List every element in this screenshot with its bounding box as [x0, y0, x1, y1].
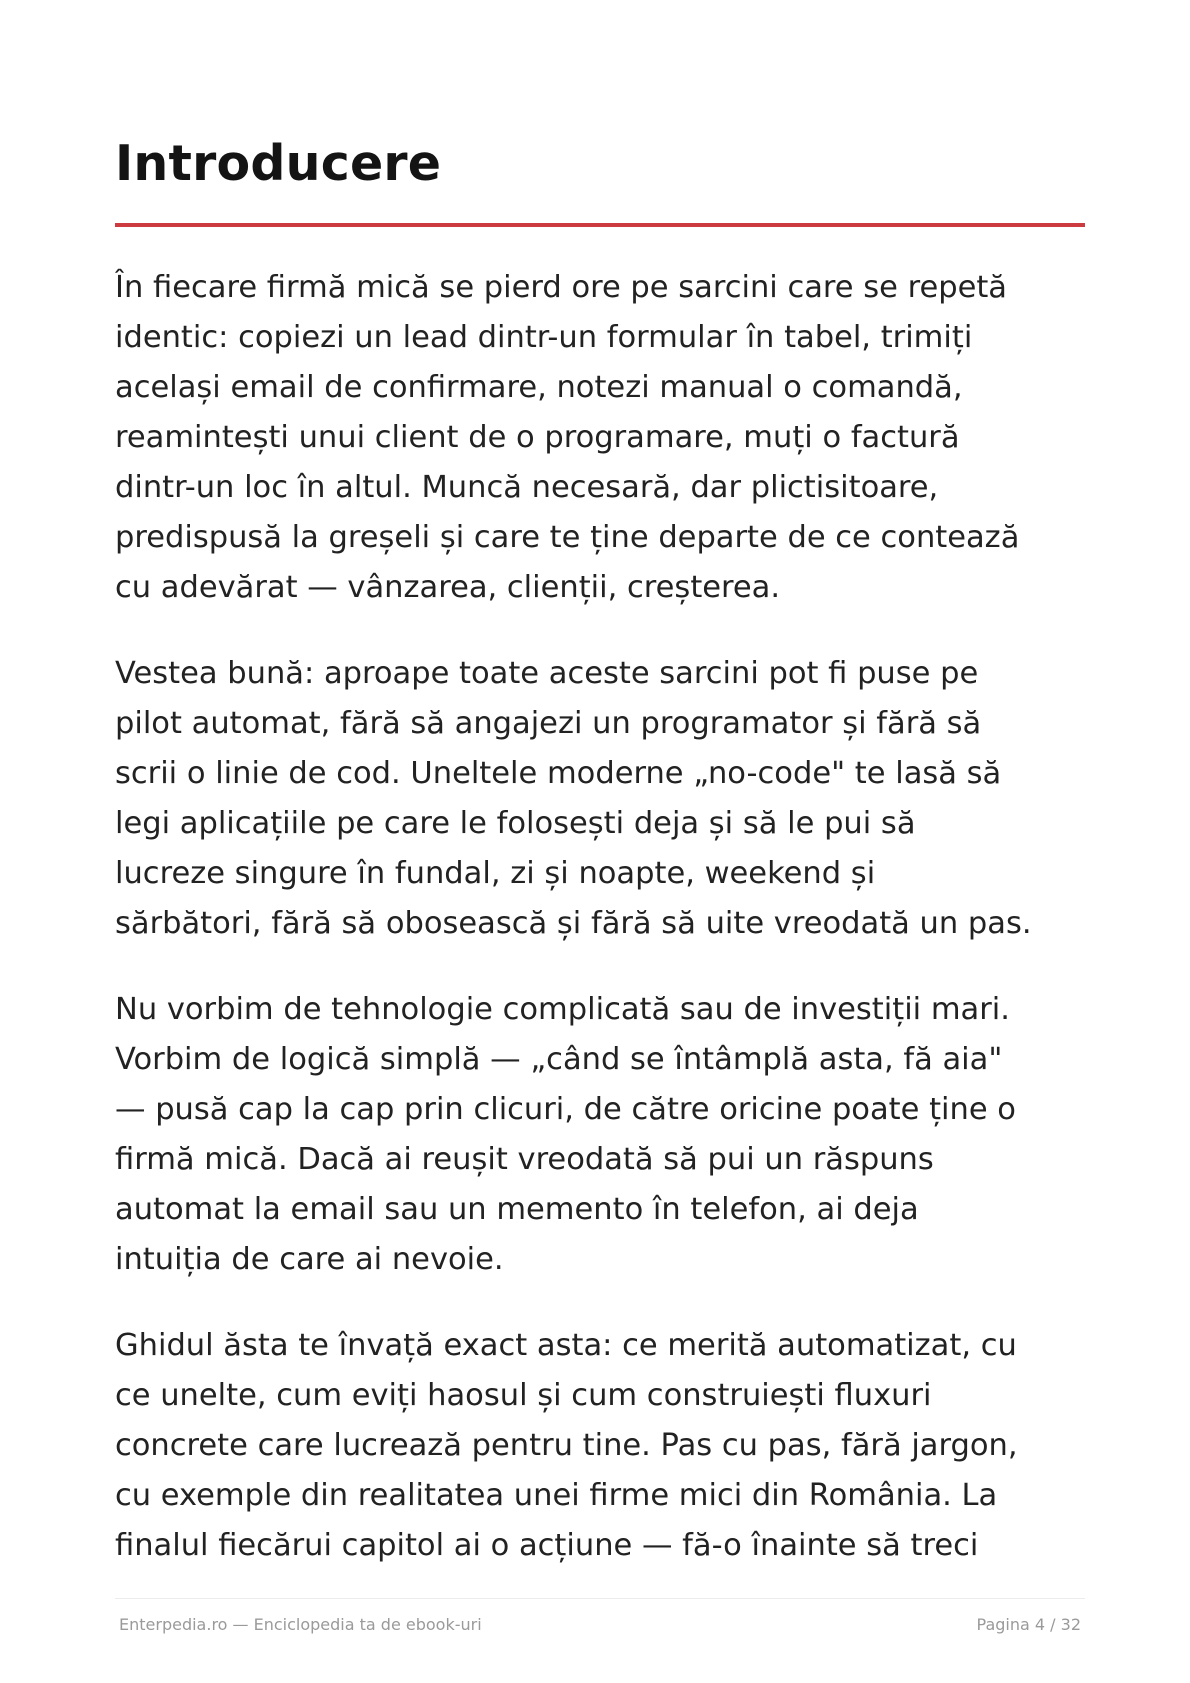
paragraph-line: Vestea bună: aproape toate aceste sarcini pot fi puse pe [115, 656, 979, 691]
paragraph-line: reamintești unui client de o programare, muți o factură [115, 420, 960, 455]
paragraph-line: sărbători, fără să obosească și fără să uite vreodată un pas. [115, 906, 1032, 941]
paragraph-line: intuiția de care ai nevoie. [115, 1242, 504, 1277]
paragraph-4 [115, 1321, 1085, 1571]
paragraph-line: același email de confirmare, notezi manual o comandă, [115, 370, 963, 405]
paragraph-line: Vorbim de logică simplă — „când se întâmplă asta, fă aia" [115, 1042, 1003, 1077]
content [115, 263, 1085, 1571]
paragraph-line: — pusă cap la cap prin clicuri, de către oricine poate ține o [115, 1092, 1016, 1127]
paragraph-line: Nu vorbim de tehnologie complicată sau de investiții mari. [115, 992, 1010, 1027]
paragraph-line: legi aplicațiile pe care le folosești deja și să le pui să [115, 806, 916, 841]
footer-site-name: Enterpedia.ro — Enciclopedia ta de ebook-uri [119, 1615, 482, 1634]
paragraph-line: concrete care lucrează pentru tine. Pas cu pas, fără jargon, [115, 1428, 1018, 1463]
paragraph-1 [115, 263, 1085, 613]
paragraph-line: finalul fiecărui capitol ai o acțiune — fă-o înainte să treci [115, 1528, 979, 1563]
paragraph-line: Ghidul ăsta te învață exact asta: ce merită automatizat, cu [115, 1328, 1017, 1363]
footer-page-number: Pagina 4 / 32 [976, 1615, 1081, 1634]
paragraph-line: ce unelte, cum eviți haosul și cum construiești fluxuri [115, 1378, 932, 1413]
paragraph-line: automat la email sau un memento în telefon, ai deja [115, 1192, 919, 1227]
paragraph-line: predispusă la greșeli și care te ține departe de ce contează [115, 520, 1020, 555]
paragraph-3 [115, 985, 1085, 1285]
title-divider [115, 223, 1085, 227]
page-title: Introducere [115, 135, 442, 192]
paragraph-line: În fiecare firmă mică se pierd ore pe sarcini care se repetă [115, 270, 1007, 305]
paragraph-line: scrii o linie de cod. Uneltele moderne „no-code" te lasă să [115, 756, 1002, 791]
paragraph-line: lucreze singure în fundal, zi și noapte, weekend și [115, 856, 876, 891]
paragraph-line: pilot automat, fără să angajezi un programator și fără să [115, 706, 982, 741]
paragraph-line: cu exemple din realitatea unei firme mici din România. La [115, 1478, 998, 1513]
page-body [115, 130, 1085, 1607]
paragraph-line: dintr-un loc în altul. Muncă necesară, dar plictisitoare, [115, 470, 939, 505]
paragraph-line: cu adevărat — vânzarea, clienții, creșterea. [115, 570, 781, 605]
paragraph-line: firmă mică. Dacă ai reușit vreodată să pui un răspuns [115, 1142, 934, 1177]
paragraph-2 [115, 649, 1085, 949]
paragraph-line: identic: copiezi un lead dintr-un formular în tabel, trimiți [115, 320, 973, 355]
page-footer [115, 1598, 1085, 1634]
